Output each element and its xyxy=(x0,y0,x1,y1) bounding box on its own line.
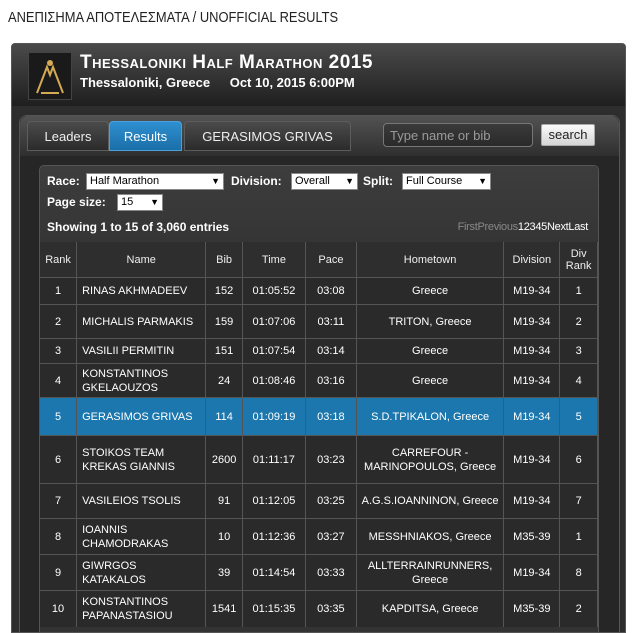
race-label: Race: xyxy=(47,174,80,188)
cell-name[interactable]: KONSTANTINOS PAPANASTASIOU xyxy=(77,591,206,627)
results-panel xyxy=(19,115,620,633)
col-header-hometown[interactable]: Hometown xyxy=(356,242,504,278)
cell-bib: 1541 xyxy=(206,591,243,627)
col-header-pace[interactable]: Pace xyxy=(305,242,356,278)
cell-div-rank: 2 xyxy=(560,305,598,339)
table-row[interactable] xyxy=(40,591,598,627)
table-row[interactable] xyxy=(40,278,598,305)
cell-name[interactable]: VASILII PERMITIN xyxy=(77,339,206,364)
cell-pace: 03:33 xyxy=(305,555,356,591)
cell-name[interactable]: RINAS AKHMADEEV xyxy=(77,278,206,305)
cell-rank: 10 xyxy=(40,591,77,627)
division-select-value: Overall xyxy=(295,175,330,187)
cell-time: 01:08:46 xyxy=(242,364,305,398)
event-datetime: Oct 10, 2015 6:00PM xyxy=(229,75,355,90)
table-row[interactable] xyxy=(40,555,598,591)
event-title: Thessaloniki Half Marathon 2015 xyxy=(80,52,373,73)
cell-time: 01:15:35 xyxy=(242,591,305,627)
table-row[interactable] xyxy=(40,484,598,519)
cell-pace: 03:11 xyxy=(305,305,356,339)
cell-bib: 10 xyxy=(206,519,243,555)
cell-time: 01:07:54 xyxy=(242,339,305,364)
event-location: Thessaloniki, Greece xyxy=(80,75,211,90)
cell-division: M19-34 xyxy=(504,339,560,364)
division-select[interactable] xyxy=(291,173,358,190)
cell-hometown: A.G.S.IOANNINON, Greece xyxy=(356,484,504,519)
page-heading: ΑΝΕΠΙΣΗΜΑ ΑΠΟΤΕΛΕΣΜΑΤΑ / UNOFFICIAL RESULTS xyxy=(8,9,339,26)
col-header-name[interactable]: Name xyxy=(77,242,206,278)
pager-previous[interactable]: Previous xyxy=(477,221,518,233)
cell-name[interactable]: GERASIMOS GRIVAS xyxy=(77,398,206,436)
pager-next[interactable]: Next xyxy=(546,221,569,233)
cell-time: 01:05:52 xyxy=(242,278,305,305)
cell-hometown: Greece xyxy=(356,278,504,305)
cell-name[interactable]: MICHALIS PARMAKIS xyxy=(77,305,206,339)
cell-rank: 9 xyxy=(40,555,77,591)
table-row-selected[interactable] xyxy=(40,398,598,436)
cell-name[interactable]: GIWRGOS KATAKALOS xyxy=(77,555,206,591)
division-label: Division: xyxy=(231,174,282,188)
cell-hometown: Greece xyxy=(356,339,504,364)
results-table-container xyxy=(39,165,599,633)
filter-bar xyxy=(40,166,598,242)
cell-division: M35-39 xyxy=(504,519,560,555)
cell-div-rank: 4 xyxy=(560,364,598,398)
col-header-bib[interactable]: Bib xyxy=(206,242,243,278)
chevron-down-icon: ▼ xyxy=(150,197,159,207)
cell-pace: 03:25 xyxy=(305,484,356,519)
table-row[interactable] xyxy=(40,364,598,398)
cell-hometown: Greece xyxy=(356,364,504,398)
cell-name[interactable]: STOIKOS TEAM KREKAS GIANNIS xyxy=(77,436,206,484)
results-table xyxy=(40,242,598,627)
cell-div-rank: 3 xyxy=(560,339,598,364)
cell-rank: 4 xyxy=(40,364,77,398)
cell-div-rank: 8 xyxy=(560,555,598,591)
cell-rank: 7 xyxy=(40,484,77,519)
tab-athlete[interactable]: GERASIMOS GRIVAS xyxy=(184,121,351,151)
race-select-value: Half Marathon xyxy=(90,175,160,187)
cell-pace: 03:27 xyxy=(305,519,356,555)
cell-name[interactable]: KONSTANTINOS GKELAOUZOS xyxy=(77,364,206,398)
search-button[interactable]: search xyxy=(541,124,595,146)
cell-time: 01:11:17 xyxy=(242,436,305,484)
table-row[interactable] xyxy=(40,519,598,555)
cell-div-rank: 6 xyxy=(560,436,598,484)
pagination xyxy=(458,221,588,233)
event-banner xyxy=(12,44,625,106)
page-size-select[interactable] xyxy=(117,194,163,211)
cell-bib: 2600 xyxy=(206,436,243,484)
pager-first[interactable]: First xyxy=(457,221,478,233)
cell-rank: 2 xyxy=(40,305,77,339)
cell-bib: 114 xyxy=(206,398,243,436)
cell-hometown: ALLTERRAINRUNNERS, Greece xyxy=(356,555,504,591)
cell-hometown: CARREFOUR - MARINOPOULOS, Greece xyxy=(356,436,504,484)
pager-last[interactable]: Last xyxy=(568,221,588,233)
entries-info: Showing 1 to 15 of 3,060 entries xyxy=(47,220,230,234)
cell-time: 01:14:54 xyxy=(242,555,305,591)
col-header-rank[interactable]: Rank xyxy=(40,242,77,278)
cell-name[interactable]: VASILEIOS TSOLIS xyxy=(77,484,206,519)
table-row[interactable] xyxy=(40,305,598,339)
cell-pace: 03:14 xyxy=(305,339,356,364)
split-select-value: Full Course xyxy=(406,175,463,187)
cell-div-rank: 7 xyxy=(560,484,598,519)
cell-bib: 91 xyxy=(206,484,243,519)
cell-bib: 159 xyxy=(206,305,243,339)
event-logo xyxy=(28,52,72,100)
cell-div-rank: 1 xyxy=(560,519,598,555)
table-row[interactable] xyxy=(40,436,598,484)
results-widget xyxy=(11,43,626,633)
cell-pace: 03:18 xyxy=(305,398,356,436)
cell-rank: 6 xyxy=(40,436,77,484)
cell-div-rank: 5 xyxy=(560,398,598,436)
cell-division: M19-34 xyxy=(504,555,560,591)
cell-bib: 152 xyxy=(206,278,243,305)
cell-division: M19-34 xyxy=(504,364,560,398)
tab-leaders[interactable]: Leaders xyxy=(27,121,109,151)
cell-name[interactable]: IOANNIS CHAMODRAKAS xyxy=(77,519,206,555)
split-label: Split: xyxy=(363,174,393,188)
cell-rank: 3 xyxy=(40,339,77,364)
cell-rank: 5 xyxy=(40,398,77,436)
search-input[interactable] xyxy=(383,123,533,147)
page-size-label: Page size: xyxy=(47,195,106,209)
chevron-down-icon: ▼ xyxy=(345,176,354,186)
page-size-select-value: 15 xyxy=(121,196,134,208)
cell-hometown: KAPDITSA, Greece xyxy=(356,591,504,627)
event-subtitle xyxy=(80,75,371,90)
tab-bar xyxy=(20,116,619,156)
split-select[interactable] xyxy=(402,173,491,190)
cell-division: M35-39 xyxy=(504,591,560,627)
cell-hometown: MESSHNIAKOS, Greece xyxy=(356,519,504,555)
race-select[interactable] xyxy=(86,173,224,190)
cell-time: 01:07:06 xyxy=(242,305,305,339)
cell-division: M19-34 xyxy=(504,436,560,484)
col-header-time[interactable]: Time xyxy=(242,242,305,278)
cell-bib: 24 xyxy=(206,364,243,398)
cell-time: 01:12:36 xyxy=(242,519,305,555)
table-row[interactable] xyxy=(40,339,598,364)
tab-results[interactable]: Results xyxy=(109,121,182,151)
cell-pace: 03:23 xyxy=(305,436,356,484)
cell-bib: 151 xyxy=(206,339,243,364)
table-header-row xyxy=(40,242,598,278)
cell-bib: 39 xyxy=(206,555,243,591)
cell-division: M19-34 xyxy=(504,305,560,339)
chevron-down-icon: ▼ xyxy=(211,176,220,186)
pager-pages[interactable]: 12345 xyxy=(517,221,547,233)
cell-division: M19-34 xyxy=(504,484,560,519)
cell-rank: 8 xyxy=(40,519,77,555)
col-header-division[interactable]: Division xyxy=(504,242,560,278)
cell-div-rank: 1 xyxy=(560,278,598,305)
cell-time: 01:09:19 xyxy=(242,398,305,436)
cell-hometown: S.D.TPIKALON, Greece xyxy=(356,398,504,436)
cell-div-rank: 2 xyxy=(560,591,598,627)
cell-pace: 03:16 xyxy=(305,364,356,398)
cell-time: 01:12:05 xyxy=(242,484,305,519)
cell-hometown: TRITON, Greece xyxy=(356,305,504,339)
cell-division: M19-34 xyxy=(504,398,560,436)
cell-pace: 03:08 xyxy=(305,278,356,305)
cell-pace: 03:35 xyxy=(305,591,356,627)
col-header-div-rank[interactable]: Div Rank xyxy=(560,242,598,278)
chevron-down-icon: ▼ xyxy=(478,176,487,186)
cell-rank: 1 xyxy=(40,278,77,305)
cell-division: M19-34 xyxy=(504,278,560,305)
